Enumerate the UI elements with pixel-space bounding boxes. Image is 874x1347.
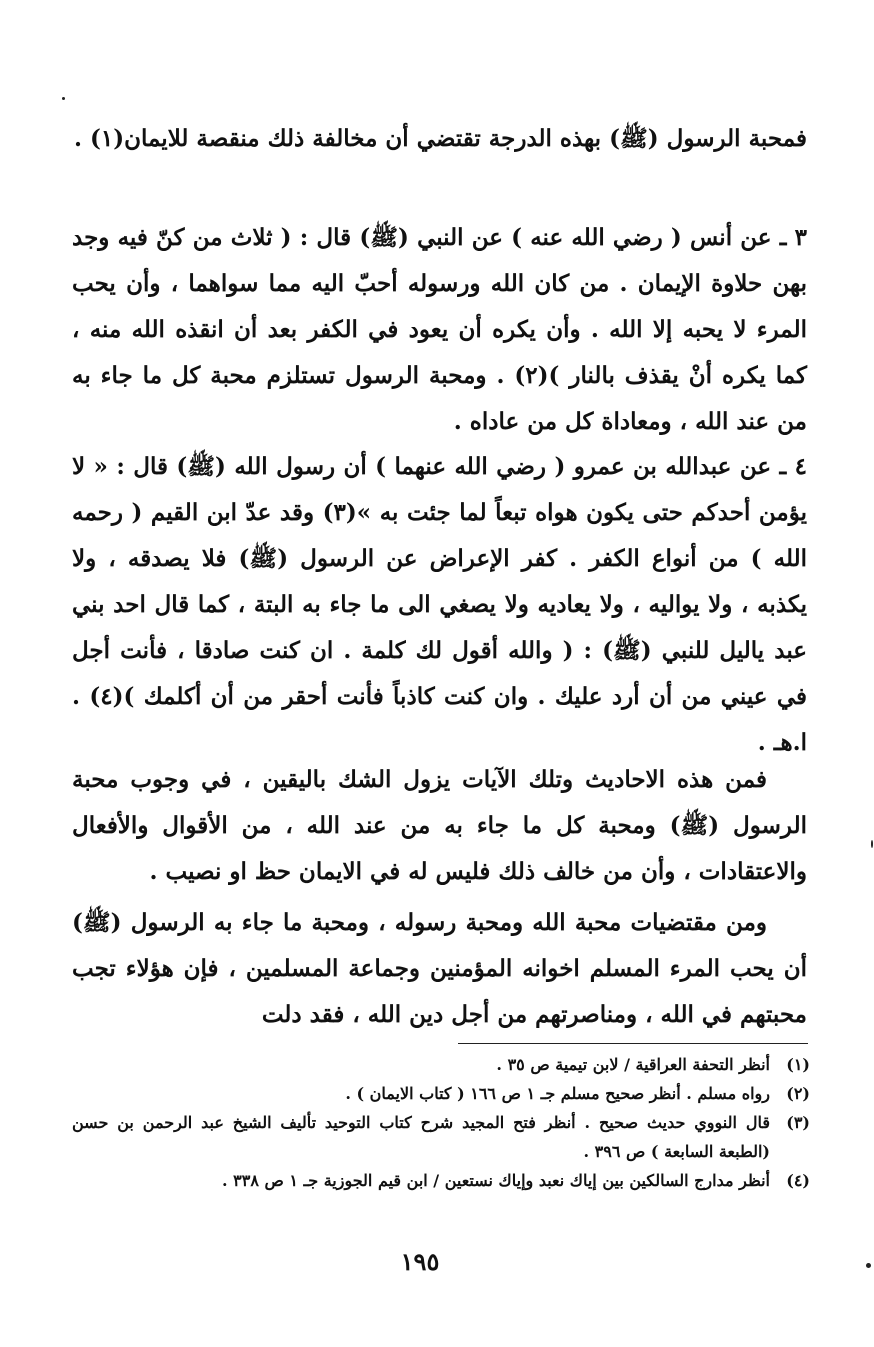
footnote-4 [72, 1166, 810, 1195]
footnote-number: (٤) [786, 1171, 810, 1190]
footnote-2 [72, 1079, 810, 1108]
paragraph-text: ٣ ـ عن أنس ( رضي الله عنه ) عن النبي (ﷺ) قال : ( ثلاث من كنّ فيه وجد بهن حلاوة الإيمان . من كان الله ورسوله أحبّ اليه مما سواهما ، وأن يحب المرء لا يحبه إلا الله . وأن يكره أن يعود في الكفر بعد أن انقذه الله منه ، كما يكره أنْ يقذف بالنار )(٢) . ومحبة الرسول تستلزم محبة كل ما جاء به من عند الله ، ومعاداة كل من عاداه . [72, 224, 807, 435]
footnote-3 [72, 1108, 810, 1166]
footnote-number: (٢) [786, 1084, 810, 1103]
footnote-divider [458, 1043, 808, 1044]
paragraph-text: فمحبة الرسول (ﷺ) بهذه الدرجة تقتضي أن مخالفة ذلك منقصة للايمان(١) . [73, 125, 807, 152]
footnote-text: قال النووي حديث صحيح . أنظر فتح المجيد شرح كتاب التوحيد تأليف الشيخ عبد الرحمن بن حسن (الطبعة السابعة ) ص ٣٩٦ . [72, 1113, 770, 1161]
footnote-text: أنظر مدارج السالكين بين إياك نعبد وإياك نستعين / ابن قيم الجوزية جـ ١ ص ٣٣٨ . [221, 1171, 770, 1190]
scan-speck [866, 1263, 871, 1268]
footnotes [72, 1050, 810, 1195]
paragraph-text: ٤ ـ عن عبدالله بن عمرو ( رضي الله عنهما ) أن رسول الله (ﷺ) قال : « لا يؤمن أحدكم حتى يكون هواه تبعاً لما جئت به »(٣) وقد عدّ ابن القيم ( رحمه الله ) من أنواع الكفر . كفر الإعراض عن الرسول (ﷺ) فلا يصدقه ، ولا يكذبه ، ولا يواليه ، ولا يعاديه ولا يصغي الى ما جاء به البتة ، كما قال احد بني عبد ياليل للنبي (ﷺ) : ( والله أقول لك كلمة . ان كنت صادقا ، فأنت أجل في عيني من أن أرد عليك . وان كنت كاذباً فأنت أحقر من أن أكلمك )(٤) . ا.هـ . [72, 453, 808, 756]
paragraph-summary [72, 757, 807, 895]
page-number: ١٩٥ [400, 1247, 440, 1276]
paragraph-text: فمن هذه الاحاديث وتلك الآيات يزول الشك باليقين ، في وجوب محبة الرسول (ﷺ) ومحبة كل ما جاء به من عند الله ، من الأقوال والأفعال والاعتقادات ، وأن من خالف ذلك فليس له في الايمان حظ او نصيب . [72, 766, 807, 885]
paragraph-requirements [72, 900, 807, 1038]
footnote-number: (٣) [786, 1113, 810, 1132]
footnote-1 [72, 1050, 810, 1079]
hadith-item-4 [72, 444, 807, 766]
paragraph-text: ومن مقتضيات محبة الله ومحبة رسوله ، ومحبة ما جاء به الرسول (ﷺ) أن يحب المرء المسلم اخوانه المؤمنين وجماعة المسلمين ، فإن هؤلاء تجب محبتهم في الله ، ومناصرتهم من أجل دين الله ، فقد دلت [72, 909, 807, 1028]
footnote-text: أنظر التحفة العراقية / لابن تيمية ص ٣٥ . [496, 1055, 770, 1074]
footnote-number: (١) [786, 1055, 810, 1074]
scan-speck [871, 840, 873, 848]
paragraph-conclusion [72, 116, 807, 162]
footnote-text: رواه مسلم . أنظر صحيح مسلم جـ ١ ص ١٦٦ ( كتاب الايمان ) . [345, 1084, 770, 1103]
scan-speck [62, 97, 65, 100]
hadith-item-3 [72, 215, 807, 445]
